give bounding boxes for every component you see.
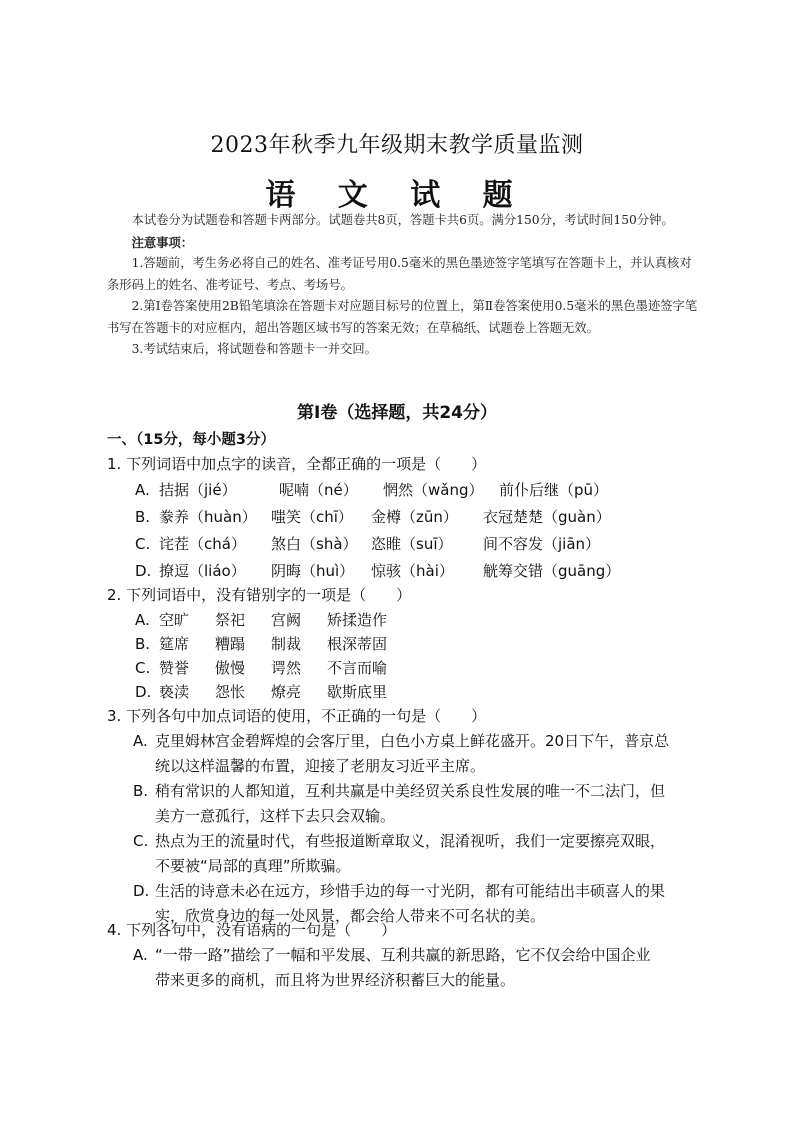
- option-word: 呢喃（né）: [279, 481, 358, 499]
- option-word: 衣冠楚楚（guàn）: [483, 508, 611, 526]
- option-text-line-2: 统以这样温馨的布置，迎接了老朋友习近平主席。: [155, 757, 486, 775]
- option-word: 煞白（shà）: [271, 535, 358, 553]
- option-letter: D.: [135, 562, 152, 580]
- option-c: [107, 829, 707, 879]
- option-row: [107, 504, 707, 531]
- notice-item-2: 2.第Ⅰ卷答案使用2B铅笔填涂在答题卡对应题目标号的位置上，第Ⅱ卷答案使用0.5毫米的黑色墨迹签字笔书写在答题卡的对应框内，超出答题区域书写的答案无效；在草稿纸、试题卷上答题无效。: [107, 299, 698, 335]
- option-a: [107, 943, 707, 993]
- option-word: 制裁: [271, 635, 302, 653]
- option-a: [107, 729, 707, 779]
- option-letter: D.: [135, 683, 152, 701]
- option-word: 傲慢: [215, 659, 246, 677]
- question-stem: 1. 下列词语中加点字的读音，全都正确的一项是（ ）: [107, 455, 487, 473]
- subject-title: 语 文 试 题: [265, 178, 529, 213]
- part1-title: 第Ⅰ卷（选择题，共24分）: [297, 403, 497, 423]
- option-word: 撩逗（liáo）: [159, 562, 246, 580]
- option-letter: A.: [135, 611, 150, 629]
- option-text-line-2: 带来更多的商机，而且将为世界经济积蓄巨大的能量。: [155, 971, 516, 989]
- notice-heading: 注意事项：: [131, 234, 194, 250]
- option-word: 亵渎: [159, 683, 190, 701]
- option-word: 前仆后继（pū）: [499, 481, 609, 499]
- option-text-line-1: 热点为王的流量时代，有些报道断章取义，混淆视听，我们一定要擦亮双眼，: [155, 832, 666, 850]
- option-word: 燎亮: [271, 683, 302, 701]
- option-text-line-1: 生活的诗意未必在远方，珍惜手边的每一寸光阴，都有可能结出丰硕喜人的果: [155, 882, 666, 900]
- option-letter: A.: [133, 732, 148, 750]
- question-1: [107, 451, 707, 585]
- option-word: 矫揉造作: [327, 611, 388, 629]
- option-word: 赞誉: [159, 659, 190, 677]
- option-word: 拮据（jié）: [159, 481, 237, 499]
- option-letter: B.: [133, 782, 149, 800]
- option-word: 惘然（wǎng）: [383, 481, 484, 499]
- option-text-line-2: 美方一意孤行，这样下去只会双输。: [155, 807, 396, 825]
- option-row: [107, 558, 707, 585]
- option-word: 筵席: [159, 635, 190, 653]
- option-letter: A.: [135, 481, 150, 499]
- option-row: [107, 680, 707, 704]
- option-word: 糟蹋: [215, 635, 246, 653]
- option-word: 恣睢（suī）: [371, 535, 453, 553]
- option-word: 空旷: [159, 611, 190, 629]
- section-title: 一、（15分，每小题3分）: [107, 432, 276, 448]
- option-letter: D.: [133, 882, 150, 900]
- option-letter: B.: [135, 635, 151, 653]
- option-word: 觥筹交错（guāng）: [483, 562, 621, 580]
- option-word: 歇斯底里: [327, 683, 388, 701]
- exam-title: 2023年秋季九年级期末教学质量监测: [210, 133, 584, 158]
- option-letter: C.: [133, 832, 149, 850]
- option-row: [107, 608, 707, 632]
- option-word: 豢养（huàn）: [159, 508, 257, 526]
- notice-intro: 本试卷分为试题卷和答题卡两部分。试题卷共8页，答题卡共6页。满分150分，考试时间150分钟。: [131, 213, 674, 227]
- option-text-line-2: 不要被“局部的真理”所欺骗。: [155, 857, 351, 875]
- option-word: 惊骇（hài）: [371, 562, 454, 580]
- option-word: 祭祀: [215, 611, 246, 629]
- option-letter: B.: [135, 508, 151, 526]
- option-row: [107, 656, 707, 680]
- option-letter: A.: [133, 946, 148, 964]
- option-letter: C.: [135, 535, 151, 553]
- question-3: [107, 703, 707, 929]
- question-stem: 3. 下列各句中加点词语的使用，不正确的一句是（ ）: [107, 707, 487, 725]
- option-row: [107, 632, 707, 656]
- option-word: 诧茬（chá）: [159, 535, 246, 553]
- option-row: [107, 477, 707, 504]
- question-stem: 2. 下列词语中，没有错别字的一项是（ ）: [107, 586, 412, 604]
- notice-item-3: 3.考试结束后，将试题卷和答题卡一并交回。: [131, 342, 377, 356]
- option-letter: C.: [135, 659, 151, 677]
- notice-item-1: 1.答题前，考生务必将自己的姓名、准考证号用0.5毫米的黑色墨迹签字笔填写在答题卡上，并认真核对条形码上的姓名、准考证号、考点、考场号。: [107, 256, 692, 292]
- option-word: 金樽（zūn）: [371, 508, 458, 526]
- option-word: 根深蒂固: [327, 635, 388, 653]
- option-word: 间不容发（jiān）: [483, 535, 601, 553]
- question-stem: 4. 下列各句中，没有语病的一句是（ ）: [107, 921, 397, 939]
- option-word: 怨怅: [215, 683, 246, 701]
- option-text-line-2: 实，欣赏身边的每一处风景，都会给人带来不可名状的美。: [155, 907, 546, 925]
- question-4: [107, 917, 707, 993]
- option-row: [107, 531, 707, 558]
- exam-notice: [107, 210, 701, 361]
- option-text-line-1: 克里姆林宫金碧辉煌的会客厅里，白色小方桌上鲜花盛开。20日下午，普京总: [155, 732, 670, 750]
- option-word: 不言而喻: [327, 659, 388, 677]
- question-2: [107, 582, 707, 704]
- option-word: 宫阙: [271, 611, 302, 629]
- option-word: 阴晦（huì）: [271, 562, 355, 580]
- option-word: 嗤笑（chī）: [271, 508, 353, 526]
- option-text-line-1: 稍有常识的人都知道，互利共赢是中美经贸关系良性发展的唯一不二法门，但: [155, 782, 666, 800]
- option-b: [107, 779, 707, 829]
- option-text-line-1: “一带一路”描绘了一幅和平发展、互利共赢的新思路，它不仅会给中国企业: [155, 946, 651, 964]
- option-word: 谔然: [271, 659, 302, 677]
